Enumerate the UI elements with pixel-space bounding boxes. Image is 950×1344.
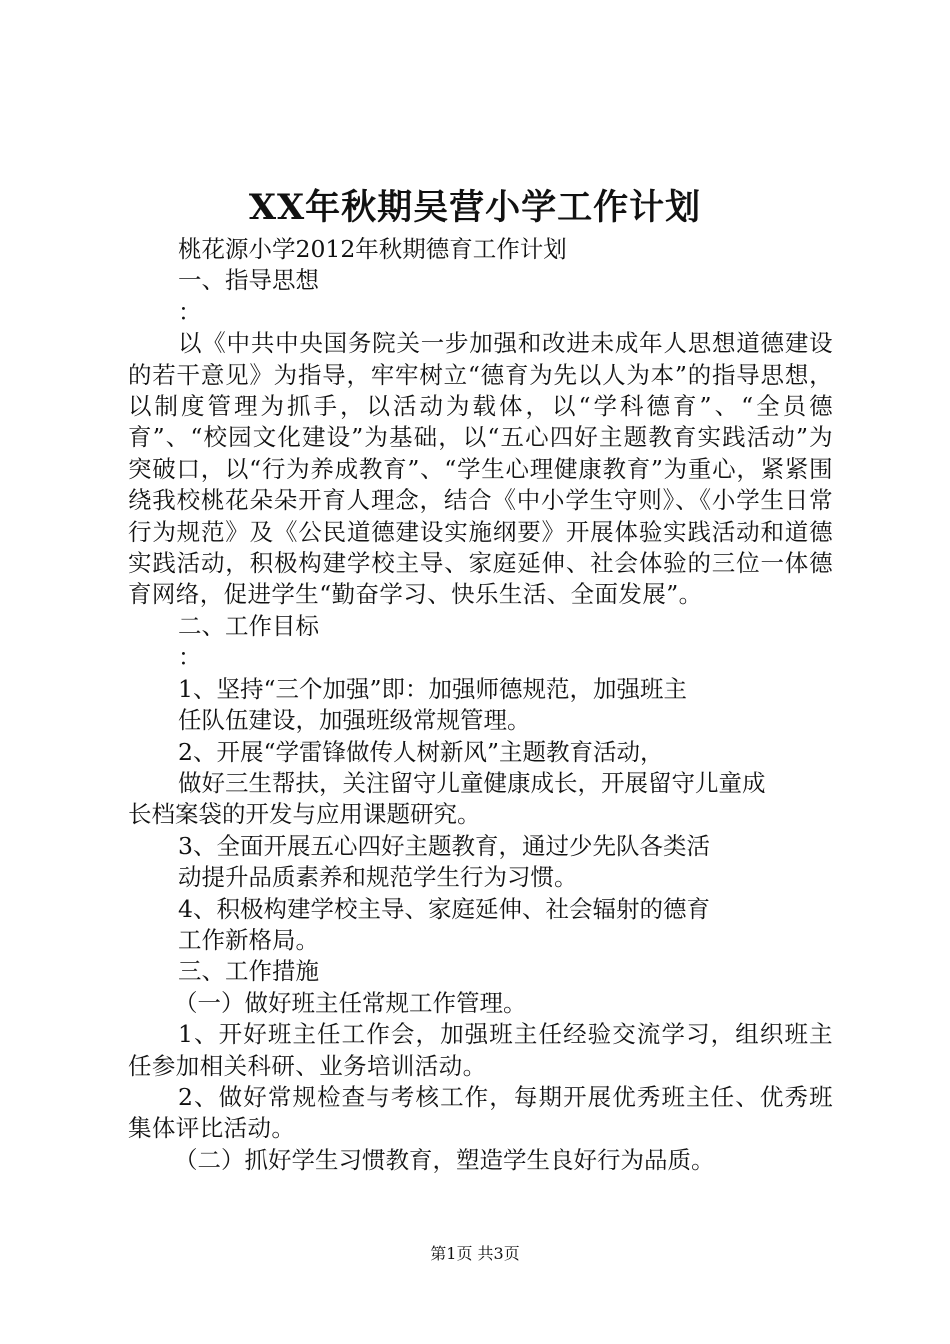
measure-paragraph: 2、做好常规检查与考核工作，每期开展优秀班主任、优秀班集体评比活动。 <box>128 1082 833 1143</box>
measure-heading: （二）抓好学生习惯教育，塑造学生良好行为品质。 <box>174 1145 715 1174</box>
section-heading-work-measures: 三、工作措施 <box>178 957 319 986</box>
measure-paragraph: 1、开好班主任工作会，加强班主任经验交流学习，组织班主任参加相关科研、业务培训活动。 <box>128 1020 833 1080</box>
goal-line: 3、全面开展五心四好主题教育，通过少先队各类活 <box>178 831 710 860</box>
goal-line: 4、积极构建学校主导、家庭延伸、社会辐射的德育 <box>178 894 710 923</box>
goal-line: 做好三生帮扶，关注留守儿童健康成长，开展留守儿童成 <box>178 768 766 797</box>
goal-line: 任队伍建设，加强班级常规管理。 <box>178 706 531 735</box>
section-heading-guiding-ideology: 一、指导思想 <box>178 266 319 295</box>
subtitle: 桃花源小学2012年秋期德育工作计划 <box>178 235 567 263</box>
goal-line: 2、开展“学雷锋做传人树新风”主题教育活动， <box>178 737 664 766</box>
page-footer: 第1页 共3页 <box>430 1244 520 1263</box>
measure-heading: （一）做好班主任常规工作管理。 <box>174 988 527 1017</box>
goal-line: 工作新格局。 <box>178 925 319 954</box>
goal-line: 1、坚持“三个加强”即：加强师德规范，加强班主 <box>178 674 687 703</box>
colon-mark: ： <box>178 643 202 672</box>
document-title: XX年秋期吴营小学工作计划 <box>248 187 702 228</box>
colon-mark: ： <box>178 297 202 326</box>
goal-line: 长档案袋的开发与应用课题研究。 <box>128 800 481 829</box>
goal-line: 动提升品质素养和规范学生行为习惯。 <box>178 863 578 892</box>
section-heading-work-goals: 二、工作目标 <box>178 611 319 640</box>
paragraph-guiding-ideology: 以《中共中央国务院关一步加强和改进未成年人思想道德建设的若干意见》为指导，牢牢树立“德育为先以人为本”的指导思想，以制度管理为抓手，以活动为载体，以“学科德育”、“全员德育”、“校园文化建设”为基础，以“五心四好主题教育实践活动”为突破口，以“行为养成教育”、“学生心理健康教育”为重心，紧紧围绕我校桃花朵朵开育人理念，结合《中小学生守则》、《小学生日常行为规范》及《公民道德建设实施纲要》开展体验实践活动和道德实践活动，积极构建学校主导、家庭延伸、社会体验的三位一体德育网络，促进学生“勤奋学习、快乐生活、全面发展”。 <box>128 329 833 609</box>
document-body <box>128 234 833 1176</box>
